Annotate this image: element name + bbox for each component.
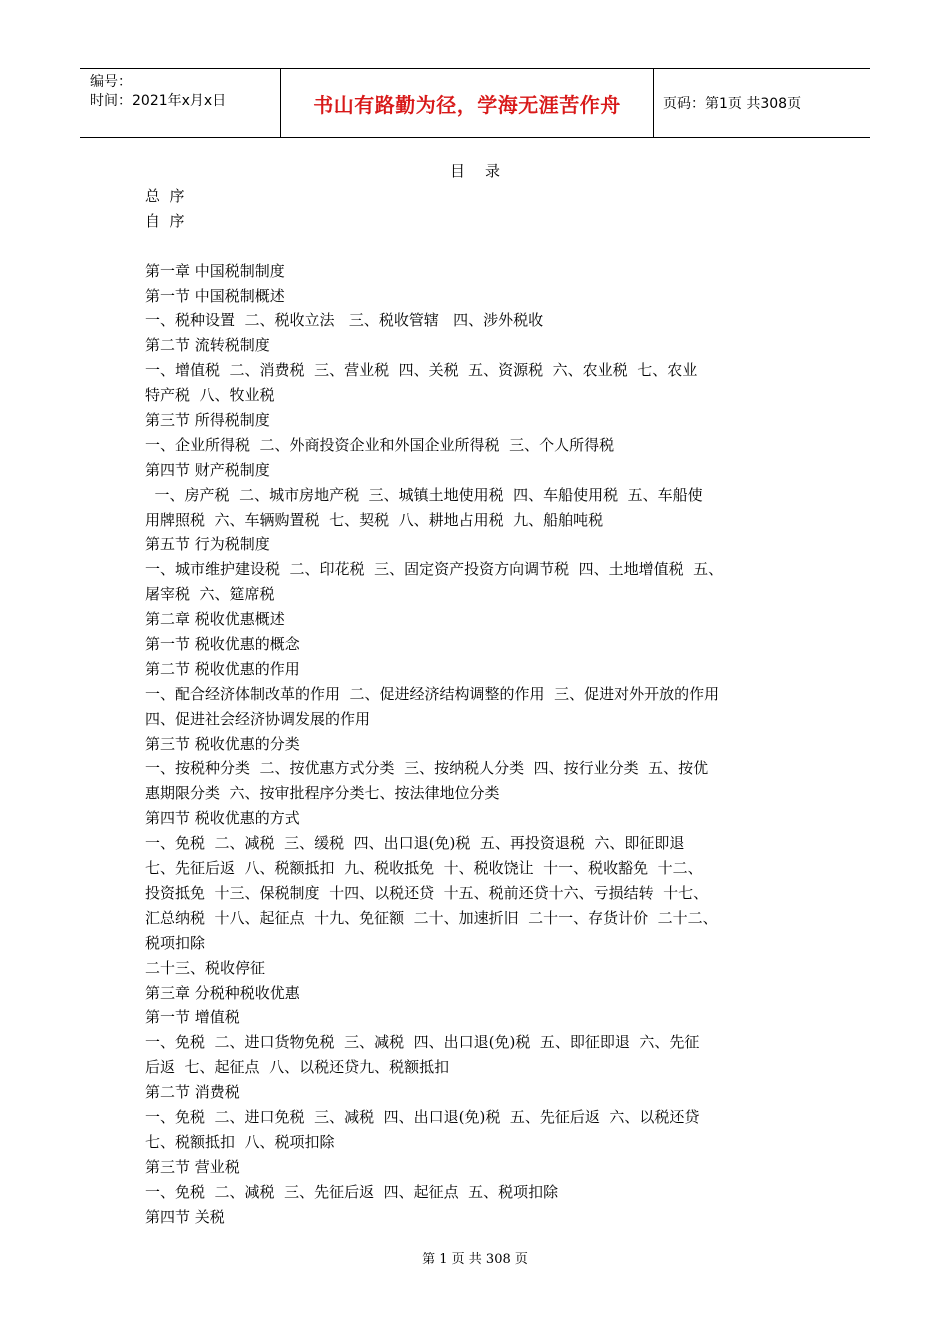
header-page-cell	[654, 69, 870, 137]
toc-line: 第二节 流转税制度	[145, 336, 270, 355]
toc-line: 税项扣除	[145, 933, 206, 952]
page-footer: 第 1 页 共 308 页	[422, 1252, 528, 1267]
motto-text: 书山有路勤为径，学海无涯苦作舟	[313, 92, 621, 117]
toc-line: 第三节 营业税	[145, 1157, 240, 1176]
toc-line: 一、城市维护建设税 二、印花税 三、固定资产投资方向调节税 四、土地增值税 五、	[145, 560, 724, 579]
table-of-contents	[145, 184, 835, 1229]
toc-line: 一、税种设置 二、税收立法 三、税收管辖 四、涉外税收	[145, 311, 544, 330]
toc-line: 一、免税 二、进口免税 三、减税 四、出口退(免)税 五、先征后返 六、以税还贷	[145, 1107, 700, 1126]
toc-line: 第一节 税收优惠的概念	[145, 635, 300, 654]
toc-line: 第四节 关税	[145, 1207, 225, 1226]
toc-line: 投资抵免 十三、保税制度 十四、以税还贷 十五、税前还贷十六、亏损结转 十七、	[145, 883, 709, 902]
toc-line: 一、房产税 二、城市房地产税 三、城镇土地使用税 四、车船使用税 五、车船使	[145, 485, 703, 504]
toc-line: 第一节 增值税	[145, 1008, 240, 1027]
toc-line: 惠期限分类 六、按审批程序分类七、按法律地位分类	[145, 784, 500, 803]
toc-line: 一、免税 二、减税 三、缓税 四、出口退(免)税 五、再投资退税 六、即征即退	[145, 834, 685, 853]
toc-line: 二十三、税收停征	[145, 958, 266, 977]
toc-line: 第一章 中国税制制度	[145, 261, 285, 280]
toc-line: 第三节 税收优惠的分类	[145, 734, 300, 753]
toc-line: 七、先征后返 八、税额抵扣 九、税收抵免 十、税收饶让 十一、税收豁免 十二、	[145, 859, 703, 878]
toc-line: 第五节 行为税制度	[145, 535, 270, 554]
toc-line: 总 序	[145, 187, 185, 205]
date-label: 时间：2021年x月x日	[90, 93, 227, 109]
toc-line: 一、免税 二、减税 三、先征后返 四、起征点 五、税项扣除	[145, 1182, 559, 1201]
toc-line: 一、按税种分类 二、按优惠方式分类 三、按纳税人分类 四、按行业分类 五、按优	[145, 759, 709, 778]
toc-line: 用牌照税 六、车辆购置税 七、契税 八、耕地占用税 九、船舶吨税	[145, 510, 604, 529]
toc-line: 第四节 财产税制度	[145, 460, 270, 479]
header-motto-cell	[281, 69, 654, 137]
toc-line: 一、增值税 二、消费税 三、营业税 四、关税 五、资源税 六、农业税 七、农业	[145, 361, 698, 380]
toc-title: 目录	[449, 162, 520, 180]
toc-line: 第一节 中国税制概述	[145, 286, 285, 305]
toc-line: 后返 七、起征点 八、以税还贷九、税额抵扣	[145, 1058, 450, 1077]
header-meta-cell	[80, 69, 281, 137]
toc-line: 第三章 分税种税收优惠	[145, 983, 300, 1002]
toc-line: 第二节 税收优惠的作用	[145, 659, 300, 678]
toc-line	[145, 234, 835, 259]
page-header	[80, 68, 870, 138]
toc-line: 七、税额抵扣 八、税项扣除	[145, 1132, 335, 1151]
toc-line: 四、促进社会经济协调发展的作用	[145, 709, 371, 728]
toc-line: 第二节 消费税	[145, 1083, 240, 1102]
page-info: 页码：第1页 共308页	[663, 96, 802, 112]
toc-line: 第三节 所得税制度	[145, 411, 270, 430]
toc-line: 一、免税 二、进口货物免税 三、减税 四、出口退(免)税 五、即征即退 六、先征	[145, 1033, 700, 1052]
toc-line: 第四节 税收优惠的方式	[145, 809, 300, 828]
toc-line: 汇总纳税 十八、起征点 十九、免征额 二十、加速折旧 二十一、存货计价 二十二、	[145, 908, 718, 927]
number-label: 编号：	[90, 74, 132, 90]
toc-line: 屠宰税 六、筵席税	[145, 585, 275, 604]
toc-line: 特产税 八、牧业税	[145, 386, 275, 405]
toc-line: 自 序	[145, 211, 185, 230]
toc-line: 一、配合经济体制改革的作用 二、促进经济结构调整的作用 三、促进对外开放的作用	[145, 684, 720, 703]
toc-line: 一、企业所得税 二、外商投资企业和外国企业所得税 三、个人所得税	[145, 435, 615, 454]
toc-line: 第二章 税收优惠概述	[145, 610, 285, 629]
